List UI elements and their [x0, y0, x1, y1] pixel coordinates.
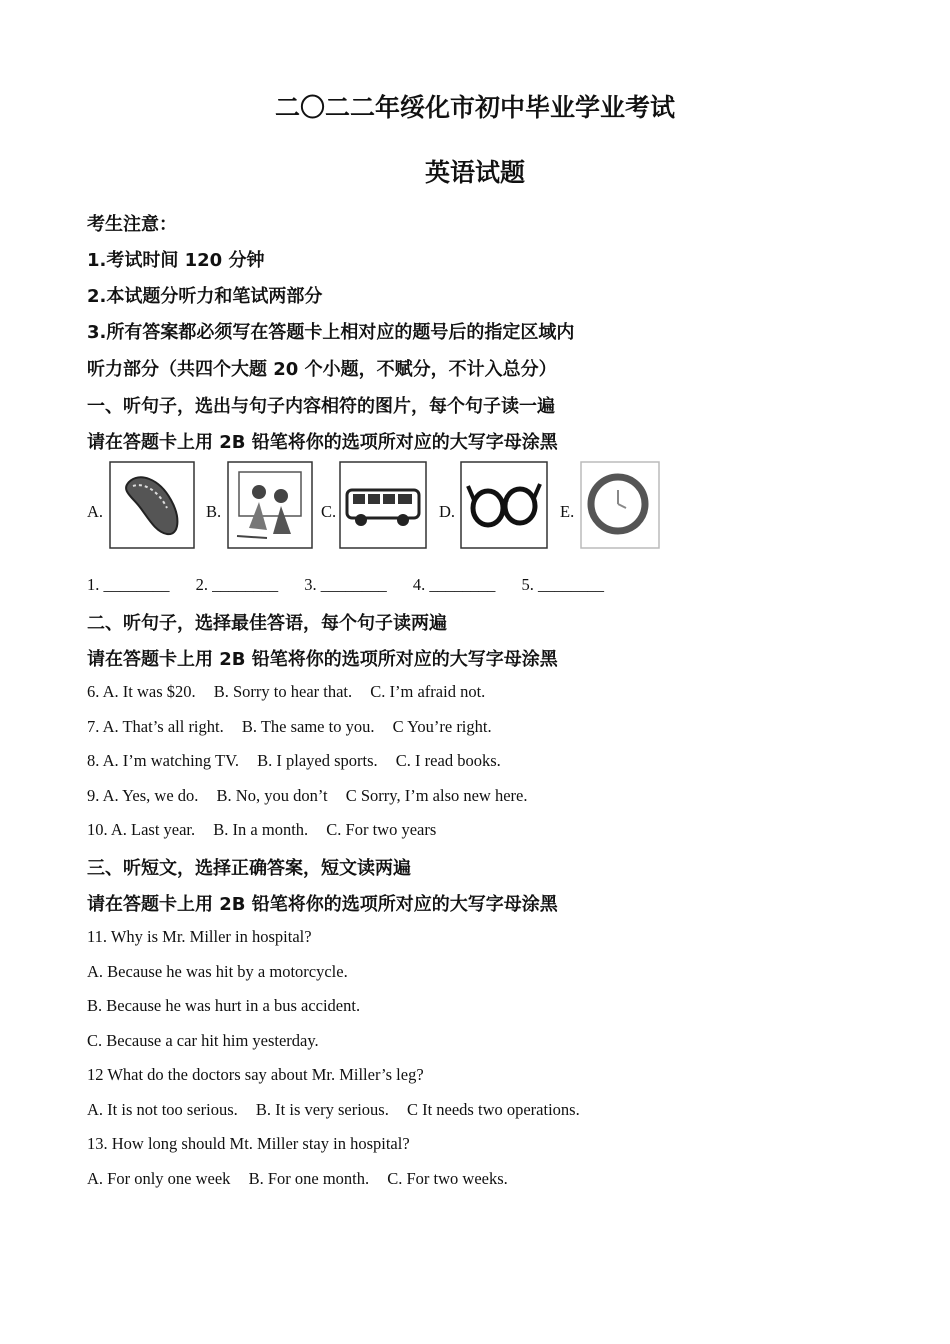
answer-blanks — [87, 575, 626, 595]
q12-option-a: A. It is not too serious. — [87, 1100, 238, 1119]
q11-option-a: A. Because he was hit by a motorcycle. — [87, 962, 348, 981]
picture-label-a: A. — [87, 502, 104, 521]
answer-blank-3[interactable]: 3. ________ — [304, 575, 387, 594]
q13-option-b: B. For one month. — [248, 1169, 370, 1188]
picture-label-d: D. — [439, 502, 456, 521]
question-11: 11. Why is Mr. Miller in hospital? — [87, 927, 312, 946]
q9-option-a: 9. A. Yes, we do. — [87, 786, 199, 805]
section3-heading: 三、听短文，选择正确答案，短文读两遍 — [87, 858, 411, 879]
question-12: 12 What do the doctors say about Mr. Miller’s leg? — [87, 1065, 424, 1084]
q10-option-c: C. For two years — [326, 820, 437, 839]
picture-label-c: C. — [321, 502, 337, 521]
q11-option-c: C. Because a car hit him yesterday. — [87, 1031, 319, 1050]
q13-option-a: A. For only one week — [87, 1169, 231, 1188]
people-icon — [227, 460, 313, 550]
section1-heading: 一、听句子，选出与句子内容相符的图片，每个句子读一遍 — [87, 396, 555, 417]
answer-blank-1[interactable]: 1. ________ — [87, 575, 170, 594]
question-7 — [87, 717, 492, 737]
q12-option-b: B. It is very serious. — [255, 1100, 389, 1119]
section2-instruction: 请在答题卡上用 2B 铅笔将你的选项所对应的大写字母涂黑 — [87, 649, 558, 670]
picture-options — [87, 460, 687, 555]
question-8 — [87, 751, 501, 771]
q7-option-c: C You’re right. — [392, 717, 492, 736]
q10-option-b: B. In a month. — [213, 820, 309, 839]
section3-instruction: 请在答题卡上用 2B 铅笔将你的选项所对应的大写字母涂黑 — [87, 894, 558, 915]
q11-option-b: B. Because he was hurt in a bus accident. — [87, 996, 361, 1015]
q7-option-a: 7. A. That’s all right. — [87, 717, 224, 736]
question-9 — [87, 786, 528, 806]
question-13-options — [87, 1169, 508, 1189]
picture-label-b: B. — [206, 502, 222, 521]
section1-instruction: 请在答题卡上用 2B 铅笔将你的选项所对应的大写字母涂黑 — [87, 432, 558, 453]
answer-blank-4[interactable]: 4. ________ — [412, 575, 496, 594]
q8-option-a: 8. A. I’m watching TV. — [87, 751, 240, 770]
question-13: 13. How long should Mt. Miller stay in hospital? — [87, 1134, 410, 1153]
notice-item: 1.考试时间 120 分钟 — [87, 250, 265, 271]
section2-heading: 二、听句子，选择最佳答语，每个句子读两遍 — [87, 613, 447, 634]
page-title: 二〇二二年绥化市初中毕业学业考试 — [274, 93, 675, 122]
q8-option-c: C. I read books. — [395, 751, 501, 770]
answer-blank-2[interactable]: 2. ________ — [195, 575, 279, 594]
page-subtitle: 英语试题 — [424, 158, 525, 187]
listening-intro: 听力部分（共四个大题 20 个小题，不赋分，不计入总分） — [87, 359, 557, 380]
notice-heading: 考生注意： — [87, 214, 177, 235]
q9-option-c: C Sorry, I’m also new here. — [345, 786, 528, 805]
q7-option-b: B. The same to you. — [241, 717, 375, 736]
q6-option-b: B. Sorry to hear that. — [213, 682, 353, 701]
notice-item: 2.本试题分听力和笔试两部分 — [87, 286, 323, 307]
picture-label-e: E. — [560, 502, 575, 521]
glasses-icon — [460, 460, 548, 550]
bus-icon — [339, 460, 427, 550]
notice-item: 3.所有答案都必须写在答题卡上相对应的题号后的指定区域内 — [87, 322, 575, 343]
clock-icon — [580, 460, 660, 550]
q13-option-c: C. For two weeks. — [387, 1169, 508, 1188]
q9-option-b: B. No, you don’t — [216, 786, 328, 805]
q12-option-c: C It needs two operations. — [406, 1100, 580, 1119]
q6-option-c: C. I’m afraid not. — [370, 682, 486, 701]
q10-option-a: 10. A. Last year. — [87, 820, 196, 839]
hot-dog-icon — [109, 460, 195, 550]
answer-blank-5[interactable]: 5. ________ — [521, 575, 604, 594]
question-10 — [87, 820, 436, 840]
q8-option-b: B. I played sports. — [257, 751, 378, 770]
question-6 — [87, 682, 485, 702]
q6-option-a: 6. A. It was $20. — [87, 682, 196, 701]
question-12-options — [87, 1100, 580, 1120]
